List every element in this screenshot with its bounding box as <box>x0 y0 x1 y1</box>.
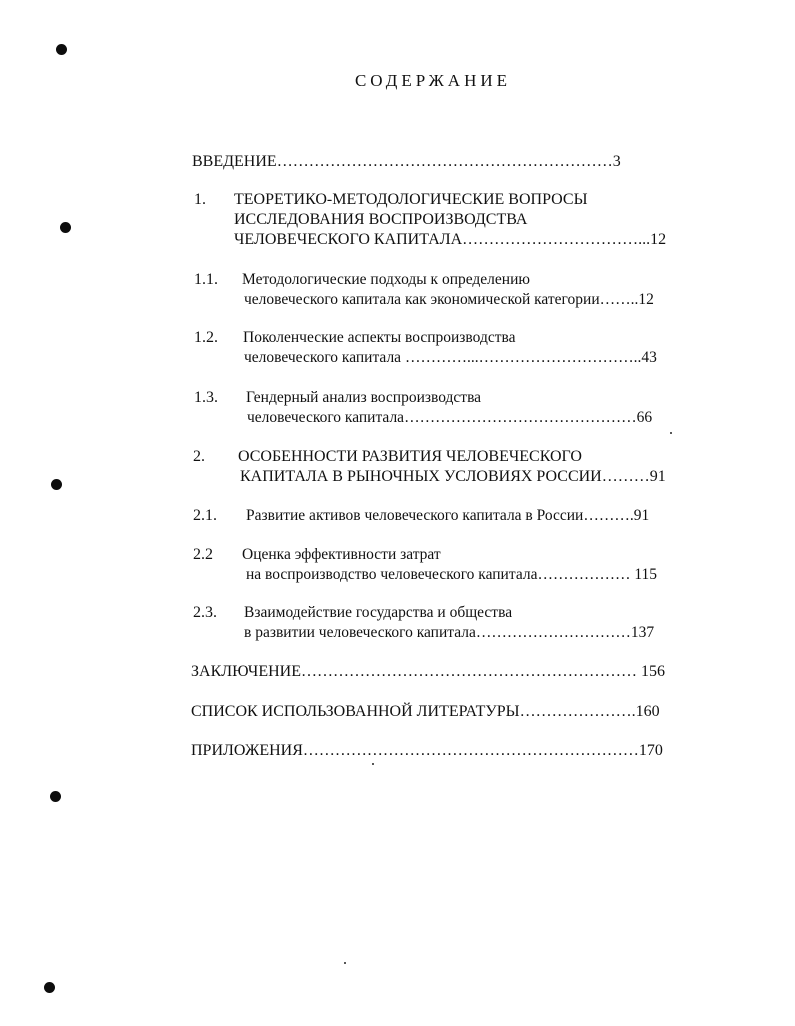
page-title: СОДЕРЖАНИЕ <box>354 71 512 90</box>
toc-entry-bibliography: СПИСОК ИСПОЛЬЗОВАННОЙ ЛИТЕРАТУРЫ………………….160 <box>191 703 660 720</box>
toc-entry-line: человеческого капитала………………………………………66 <box>247 409 653 426</box>
toc-entry-line: человеческого капитала …………...…………………………..43 <box>244 349 657 366</box>
binder-hole <box>50 791 61 802</box>
toc-entry-introduction: ВВЕДЕНИЕ………………………………………………………3 <box>192 153 621 170</box>
toc-entry-number: 2. <box>193 448 205 465</box>
toc-entry-number: 1.1. <box>194 271 218 288</box>
toc-entry-line: КАПИТАЛА В РЫНОЧНЫХ УСЛОВИЯХ РОССИИ………91 <box>240 468 666 485</box>
scan-speck <box>670 432 672 434</box>
toc-entry-appendices: ПРИЛОЖЕНИЯ………………………………………………………170 <box>191 742 663 759</box>
toc-entry-number: 1.2. <box>194 329 218 346</box>
toc-entry-line: ОСОБЕННОСТИ РАЗВИТИЯ ЧЕЛОВЕЧЕСКОГО <box>238 448 582 465</box>
scan-speck <box>372 763 374 765</box>
toc-entry-number: 2.3. <box>193 604 217 621</box>
toc-entry-line: Оценка эффективности затрат <box>242 546 441 563</box>
toc-entry-line: на воспроизводство человеческого капитала……………… 115 <box>246 566 657 583</box>
toc-entry-line: ТЕОРЕТИКО-МЕТОДОЛОГИЧЕСКИЕ ВОПРОСЫ <box>234 191 588 208</box>
binder-hole <box>60 222 71 233</box>
toc-entry-line: Методологические подходы к определению <box>242 271 530 288</box>
scan-speck <box>344 962 346 964</box>
toc-entry-line: в развитии человеческого капитала…………………………137 <box>244 624 655 641</box>
toc-entry-number: 2.2 <box>193 546 213 563</box>
binder-hole <box>56 44 67 55</box>
toc-entry-number: 1.3. <box>194 389 218 406</box>
toc-entry-line: ЧЕЛОВЕЧЕСКОГО КАПИТАЛА……………………………...12 <box>234 231 667 248</box>
toc-entry-line: ИССЛЕДОВАНИЯ ВОСПРОИЗВОДСТВА <box>234 211 528 228</box>
toc-entry-conclusion: ЗАКЛЮЧЕНИЕ……………………………………………………… 156 <box>191 663 665 680</box>
binder-hole <box>51 479 62 490</box>
toc-entry-line: Гендерный анализ воспроизводства <box>246 389 482 406</box>
toc-entry-number: 1. <box>194 191 206 208</box>
toc-entry-number: 2.1. <box>193 507 217 524</box>
toc-entry-line: Поколенческие аспекты воспроизводства <box>243 329 516 346</box>
toc-entry-line: человеческого капитала как экономической категории……..12 <box>244 291 654 308</box>
binder-hole <box>44 982 55 993</box>
toc-entry-line: Взаимодействие государства и общества <box>244 604 513 621</box>
toc-entry-line: Развитие активов человеческого капитала в России……….91 <box>246 507 650 524</box>
